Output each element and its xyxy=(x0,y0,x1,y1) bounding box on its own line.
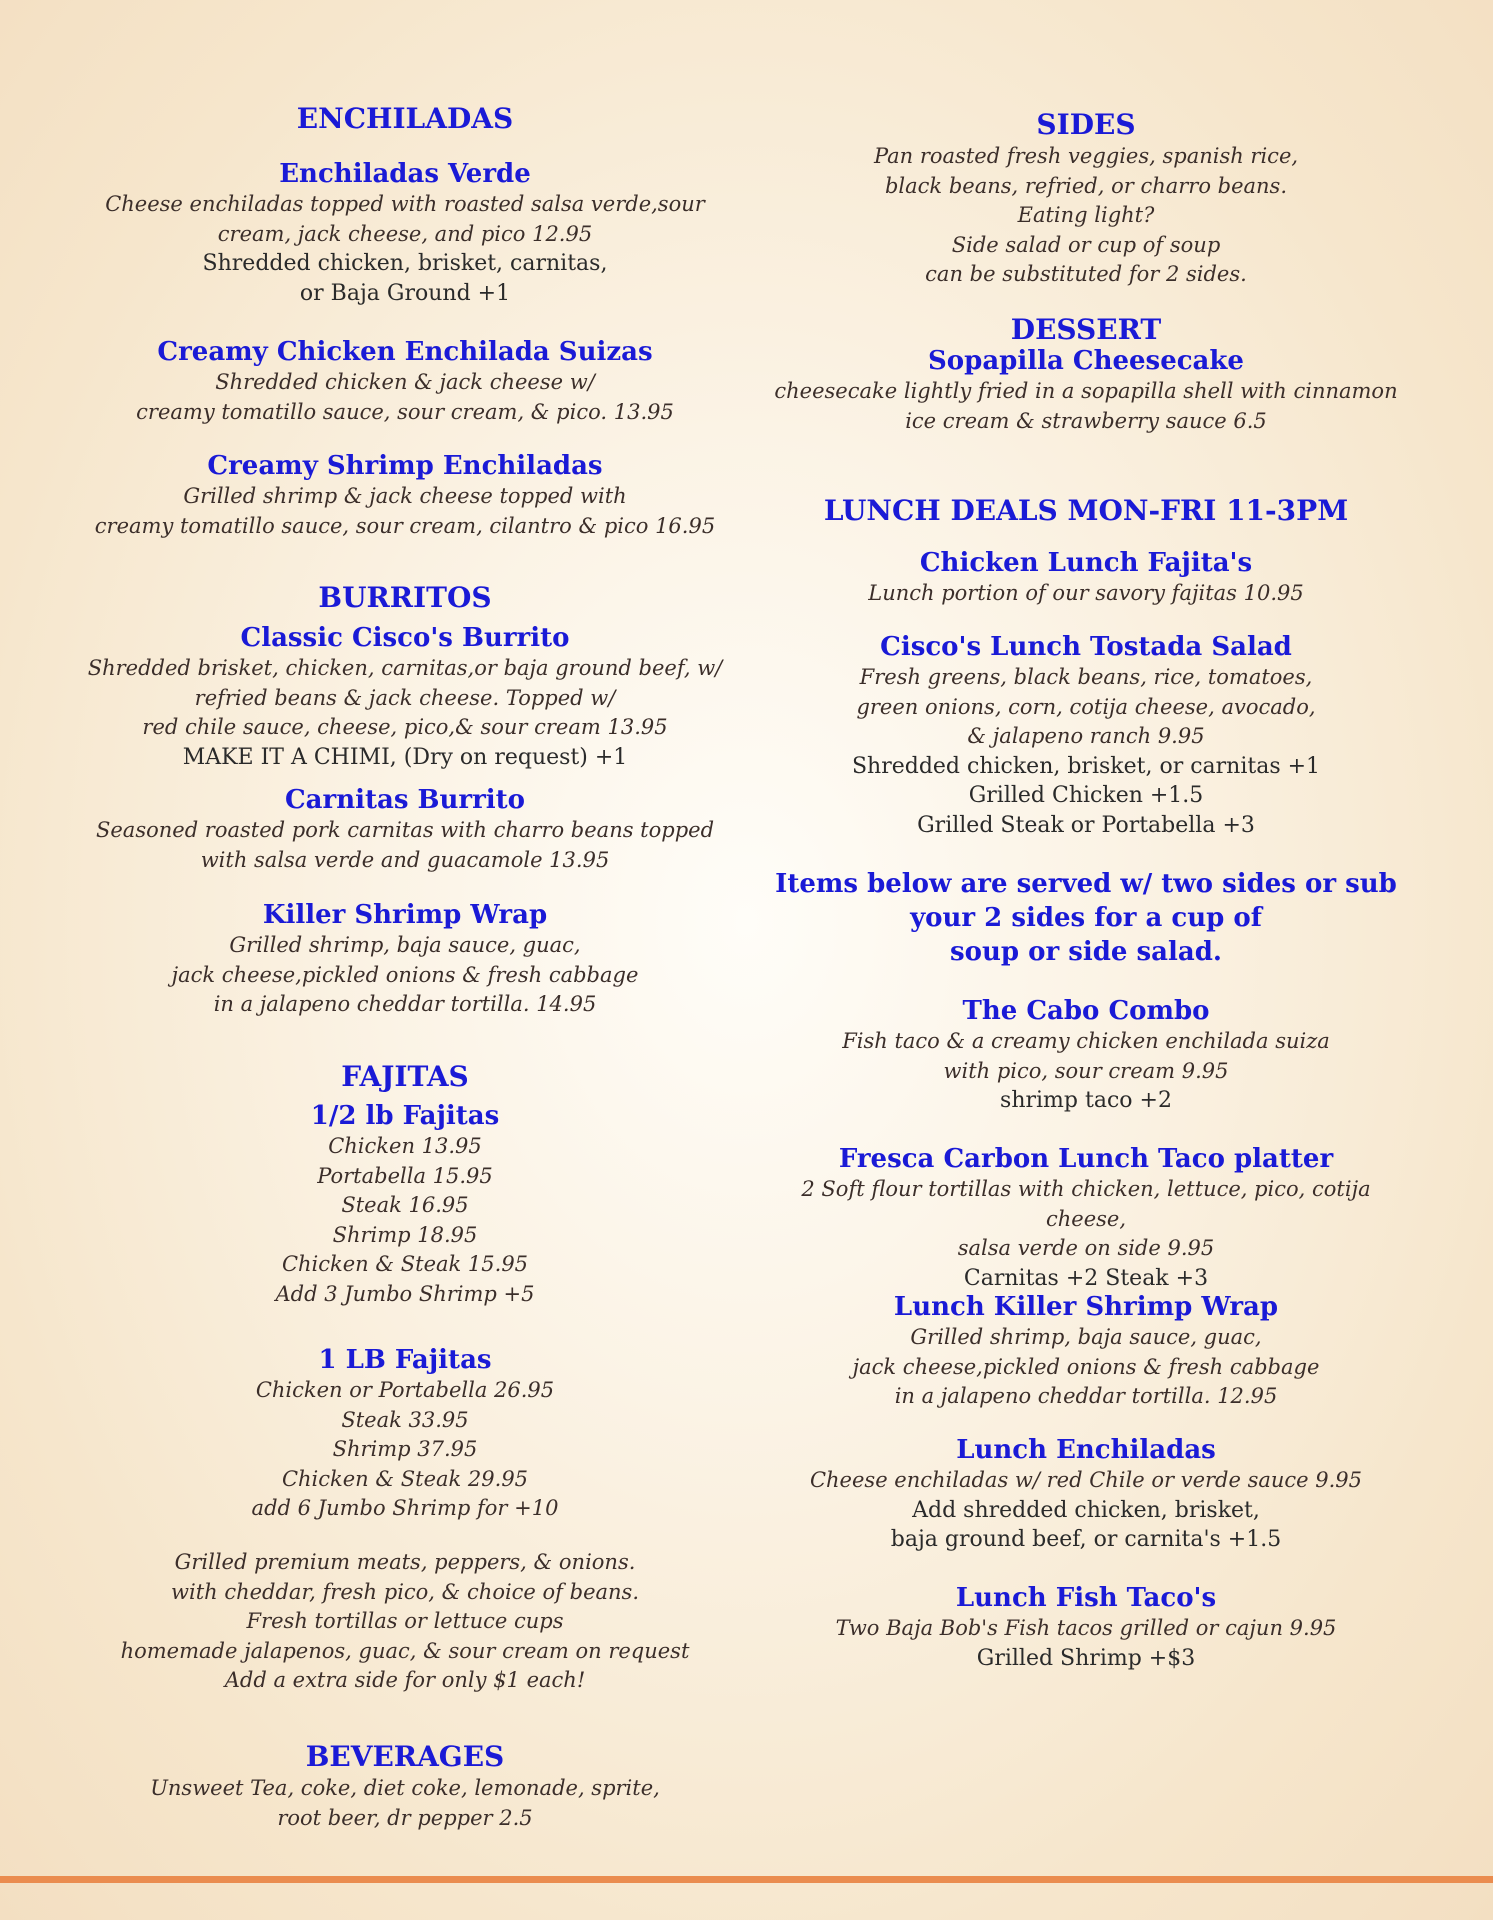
item-name: The Cabo Combo xyxy=(962,996,1210,1026)
item-extra-line: Carnitas +2 Steak +3 xyxy=(963,1265,1209,1291)
item-desc-line: jack cheese,pickled onions & fresh cabbage xyxy=(852,1354,1320,1379)
section-heading-lunch: LUNCH DEALS MON-FRI 11-3PM xyxy=(823,494,1349,527)
note-line: Fresh tortillas or lettuce cups xyxy=(246,1609,564,1633)
price-line: add 6 Jumbo Shrimp for +10 xyxy=(251,1496,559,1520)
item-desc-line: Grilled shrimp, baja sauce, guac, xyxy=(229,933,581,957)
item-name: Lunch Killer Shrimp Wrap xyxy=(893,1292,1279,1322)
item-desc-line: Fish taco & a creamy chicken enchilada suiza xyxy=(842,1029,1330,1053)
dessert-section xyxy=(770,315,1402,436)
item-extra-line: MAKE IT A CHIMI, (Dry on request) +1 xyxy=(182,744,628,770)
half-lb-fajitas-item xyxy=(60,1100,750,1309)
item-extra-line: Grilled Shrimp +$3 xyxy=(976,1645,1196,1671)
item-name: Creamy Shrimp Enchiladas xyxy=(207,451,603,481)
item-desc-line: Two Baja Bob's Fish tacos grilled or cajun 9.95 xyxy=(835,1616,1337,1640)
price-line: Steak 33.95 xyxy=(341,1407,469,1432)
item-desc-line: with pico, sour cream 9.95 xyxy=(943,1058,1229,1083)
section-heading-burritos: BURRITOS xyxy=(318,581,492,614)
note-line: Items below are served w/ two sides or sub xyxy=(775,869,1397,899)
item-extra-line: Shredded chicken, brisket, carnitas, xyxy=(202,251,608,276)
note-line: Grilled premium meats, peppers, & onions. xyxy=(174,1550,636,1574)
bottom-divider xyxy=(0,1876,1493,1883)
fajitas-section xyxy=(60,1060,750,1094)
lunch-shrimp-wrap-item xyxy=(770,1291,1402,1412)
price-line: Shrimp 18.95 xyxy=(332,1222,478,1247)
sides-note xyxy=(770,867,1402,969)
item-name: Classic Cisco's Burrito xyxy=(240,623,570,653)
item-desc-line: root beer, dr pepper 2.5 xyxy=(277,1805,533,1830)
note-line: Add a extra side for only $1 each! xyxy=(224,1668,586,1692)
fajitas-notes xyxy=(60,1548,750,1696)
item-desc-line: Lunch portion of our savory fajitas 10.95 xyxy=(868,581,1304,605)
beverages-section xyxy=(60,1740,750,1833)
price-line: Add 3 Jumbo Shrimp +5 xyxy=(275,1281,535,1306)
item-desc-line: Grilled shrimp & jack cheese topped with xyxy=(183,484,627,508)
item-desc-line: Unsweet Tea, coke, diet coke, lemonade, sprite, xyxy=(150,1776,660,1800)
item-extra-line: Grilled Steak or Portabella +3 xyxy=(917,812,1255,838)
item-name: Cisco's Lunch Tostada Salad xyxy=(880,632,1292,662)
section-heading-dessert: DESSERT xyxy=(1010,313,1162,346)
killer-shrimp-wrap-item xyxy=(60,899,750,1020)
price-line: Steak 16.95 xyxy=(341,1193,469,1217)
item-name: Lunch Fish Taco's xyxy=(955,1583,1217,1613)
item-desc-line: cream, jack cheese, and pico 12.95 xyxy=(217,221,593,246)
item-desc-line: Eating light? xyxy=(1017,203,1155,227)
item-desc-line: creamy tomatillo sauce, sour cream, & pico. 13.95 xyxy=(136,399,674,424)
item-name: 1/2 lb Fajitas xyxy=(310,1101,500,1131)
item-name: 1 LB Fajitas xyxy=(318,1345,492,1375)
enchiladas-suizas-item xyxy=(60,336,750,427)
price-line: Chicken 13.95 xyxy=(328,1134,482,1158)
lunch-fish-tacos-item xyxy=(770,1582,1402,1673)
item-desc-line: jack cheese,pickled onions & fresh cabbage xyxy=(171,962,639,987)
item-desc-line: green onions, corn, cotija cheese, avocado, xyxy=(856,694,1316,719)
item-desc-line: ice cream & strawberry sauce 6.5 xyxy=(905,408,1267,433)
section-heading-sides: SIDES xyxy=(1036,108,1136,141)
item-desc-line: Grilled shrimp, baja sauce, guac, xyxy=(910,1325,1262,1349)
item-desc-line: Side salad or cup of soup xyxy=(951,232,1221,257)
item-desc-line: Shredded brisket, chicken, carnitas,or baja ground beef, w/ xyxy=(87,656,723,680)
item-extra-line: or Baja Ground +1 xyxy=(299,280,511,306)
section-heading-enchiladas: ENCHILADAS xyxy=(296,102,514,135)
item-desc-line: Fresh greens, black beans, rice, tomatoes, xyxy=(859,665,1313,689)
price-line: Chicken & Steak 29.95 xyxy=(281,1466,529,1491)
item-extra-line: baja ground beef, or carnita's +1.5 xyxy=(890,1527,1282,1552)
fresca-taco-platter-item xyxy=(770,1143,1402,1293)
price-line: Chicken or Portabella 26.95 xyxy=(255,1378,555,1402)
item-desc-line: can be substituted for 2 sides. xyxy=(925,262,1247,286)
item-desc-line: in a jalapeno cheddar tortilla. 12.95 xyxy=(894,1384,1278,1408)
section-heading-beverages: BEVERAGES xyxy=(305,1740,505,1773)
note-line: with cheddar, fresh pico, & choice of beans. xyxy=(171,1579,639,1604)
price-line: Portabella 15.95 xyxy=(317,1163,493,1188)
enchiladas-section xyxy=(60,102,750,136)
price-line: Shrimp 37.95 xyxy=(332,1437,478,1461)
item-name: Sopapilla Cheesecake xyxy=(928,346,1244,376)
item-name: Carnitas Burrito xyxy=(284,785,526,815)
item-desc-line: Cheese enchiladas topped with roasted salsa verde,sour xyxy=(105,192,705,216)
classic-burrito-item xyxy=(60,622,750,772)
cabo-combo-item xyxy=(770,995,1402,1116)
one-lb-fajitas-item xyxy=(60,1344,750,1524)
item-extra-line: Grilled Chicken +1.5 xyxy=(968,783,1204,808)
price-line: Chicken & Steak 15.95 xyxy=(281,1252,529,1276)
item-extra-line: Shredded chicken, brisket, or carnitas +1 xyxy=(851,753,1321,779)
item-desc-line: Cheese enchiladas w/ red Chile or verde sauce 9.95 xyxy=(809,1468,1363,1492)
note-line: homemade jalapenos, guac, & sour cream on request xyxy=(120,1638,690,1663)
burritos-section xyxy=(60,581,750,615)
item-desc-line: salsa verde on side 9.95 xyxy=(957,1236,1215,1260)
item-desc-line: refried beans & jack cheese. Topped w/ xyxy=(194,685,616,710)
item-name: Lunch Enchiladas xyxy=(956,1435,1216,1465)
section-heading-fajitas: FAJITAS xyxy=(341,1060,469,1093)
item-extra-line: Add shredded chicken, brisket, xyxy=(912,1497,1260,1523)
item-desc-line: cheesecake lightly fried in a sopapilla shell with cinnamon xyxy=(774,379,1398,403)
item-extra-line: shrimp taco +2 xyxy=(1000,1088,1172,1113)
item-desc-line: black beans, refried, or charro beans. xyxy=(884,173,1288,198)
note-line: your 2 sides for a cup of xyxy=(910,903,1262,933)
item-name: Enchiladas Verde xyxy=(279,159,531,189)
enchiladas-verde-item xyxy=(60,158,750,308)
item-name: Fresca Carbon Lunch Taco platter xyxy=(838,1144,1334,1174)
shrimp-enchiladas-item xyxy=(60,450,750,541)
item-desc-line: red chile sauce, cheese, pico,& sour cream 13.95 xyxy=(142,715,668,739)
item-desc-line: Seasoned roasted pork carnitas with charro beans topped xyxy=(95,818,715,842)
lunch-enchiladas-item xyxy=(770,1434,1402,1555)
item-desc-line: with salsa verde and guacamole 13.95 xyxy=(200,847,610,872)
item-desc-line: creamy tomatillo sauce, sour cream, cilantro & pico 16.95 xyxy=(94,513,716,538)
item-desc-line: & jalapeno ranch 9.95 xyxy=(967,724,1205,748)
item-name: Killer Shrimp Wrap xyxy=(262,900,548,930)
item-desc-line: Pan roasted fresh veggies, spanish rice, xyxy=(873,144,1299,168)
item-desc-line: Shredded chicken & jack cheese w/ xyxy=(215,370,595,394)
carnitas-burrito-item xyxy=(60,784,750,875)
tostada-salad-item xyxy=(770,631,1402,840)
sides-section xyxy=(770,108,1402,290)
chicken-lunch-fajitas-item xyxy=(770,547,1402,609)
item-desc-line: 2 Soft flour tortillas with chicken, lettuce, pico, cotija cheese, xyxy=(801,1177,1371,1231)
note-line: soup or side salad. xyxy=(950,937,1222,967)
item-desc-line: in a jalapeno cheddar tortilla. 14.95 xyxy=(213,992,597,1016)
lunch-deals-section xyxy=(770,494,1402,528)
item-name: Creamy Chicken Enchilada Suizas xyxy=(157,337,653,367)
item-name: Chicken Lunch Fajita's xyxy=(919,548,1253,578)
